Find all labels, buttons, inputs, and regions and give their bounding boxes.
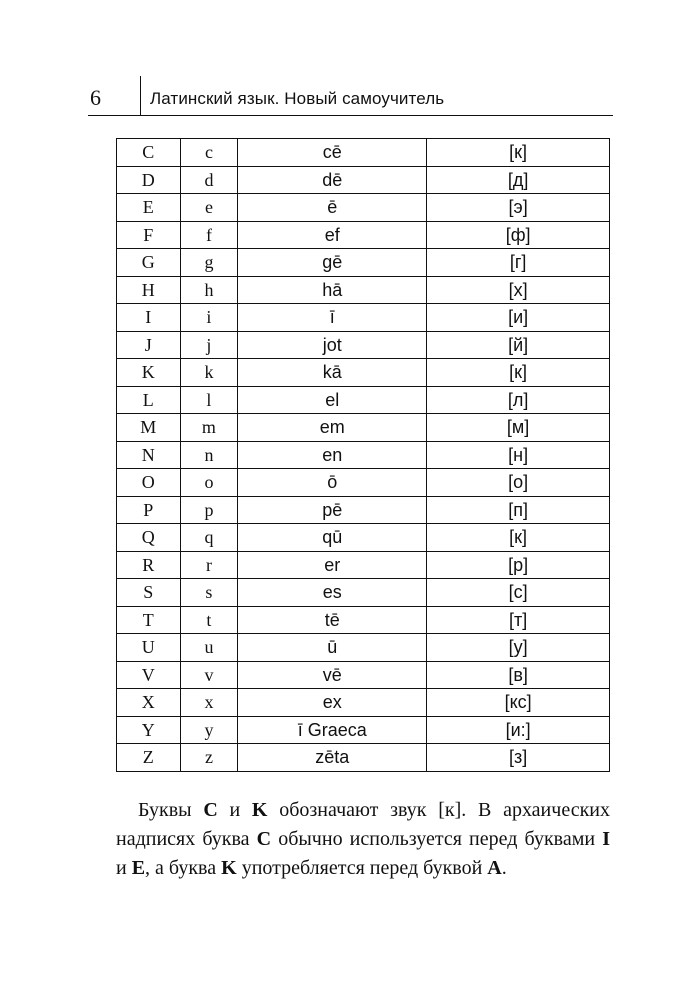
sound-cell: [д] xyxy=(427,166,610,194)
sound-cell: [т] xyxy=(427,606,610,634)
lowercase-letter-cell: e xyxy=(180,194,238,222)
lowercase-letter-cell: i xyxy=(180,304,238,332)
alphabet-table-body xyxy=(117,139,610,772)
table-row xyxy=(117,606,610,634)
sound-cell: [ф] xyxy=(427,221,610,249)
table-row xyxy=(117,359,610,387)
table-row xyxy=(117,304,610,332)
uppercase-letter-cell: D xyxy=(117,166,181,194)
sound-cell: [х] xyxy=(427,276,610,304)
table-row xyxy=(117,689,610,717)
sound-cell: [з] xyxy=(427,744,610,772)
note-bold-letter: C xyxy=(203,799,218,821)
letter-name-cell: kā xyxy=(238,359,427,387)
sound-cell: [у] xyxy=(427,634,610,662)
letter-name-cell: es xyxy=(238,579,427,607)
table-row xyxy=(117,441,610,469)
lowercase-letter-cell: p xyxy=(180,496,238,524)
sound-cell: [н] xyxy=(427,441,610,469)
sound-cell: [к] xyxy=(427,359,610,387)
uppercase-letter-cell: R xyxy=(117,551,181,579)
note-bold-letter: A xyxy=(487,857,502,879)
note-bold-letter: E xyxy=(131,857,146,879)
table-row xyxy=(117,496,610,524)
letter-name-cell: hā xyxy=(238,276,427,304)
table-row xyxy=(117,166,610,194)
lowercase-letter-cell: s xyxy=(180,579,238,607)
note-text: обычно используется перед буквами xyxy=(271,828,603,850)
table-row xyxy=(117,634,610,662)
uppercase-letter-cell: T xyxy=(117,606,181,634)
sound-cell: [с] xyxy=(427,579,610,607)
running-title: Латинский язык. Новый самоучитель xyxy=(150,89,445,108)
uppercase-letter-cell: Z xyxy=(117,744,181,772)
letter-name-cell: zēta xyxy=(238,744,427,772)
uppercase-letter-cell: N xyxy=(117,441,181,469)
uppercase-letter-cell: L xyxy=(117,386,181,414)
table-row xyxy=(117,249,610,277)
table-row xyxy=(117,386,610,414)
table-row xyxy=(117,139,610,167)
note-bold-letter: I xyxy=(602,828,610,850)
uppercase-letter-cell: M xyxy=(117,414,181,442)
note-text: , а буква xyxy=(145,857,222,879)
note-text: и xyxy=(217,799,252,821)
lowercase-letter-cell: v xyxy=(180,661,238,689)
sound-cell: [о] xyxy=(427,469,610,497)
sound-cell: [л] xyxy=(427,386,610,414)
sound-cell: [кс] xyxy=(427,689,610,717)
sound-cell: [г] xyxy=(427,249,610,277)
note-bold-letter: C xyxy=(256,828,272,850)
note-text: употребляется перед буквой xyxy=(236,857,488,879)
lowercase-letter-cell: x xyxy=(180,689,238,717)
note-paragraph xyxy=(116,796,610,883)
table-row xyxy=(117,194,610,222)
uppercase-letter-cell: H xyxy=(117,276,181,304)
sound-cell: [м] xyxy=(427,414,610,442)
uppercase-letter-cell: X xyxy=(117,689,181,717)
lowercase-letter-cell: g xyxy=(180,249,238,277)
lowercase-letter-cell: h xyxy=(180,276,238,304)
letter-name-cell: dē xyxy=(238,166,427,194)
sound-cell: [р] xyxy=(427,551,610,579)
note-text: обозначают звук [к]. В архаических надписях буква xyxy=(116,799,610,850)
note-bold-letter: K xyxy=(251,799,268,821)
lowercase-letter-cell: c xyxy=(180,139,238,167)
uppercase-letter-cell: S xyxy=(117,579,181,607)
letter-name-cell: pē xyxy=(238,496,427,524)
table-row xyxy=(117,469,610,497)
table-row xyxy=(117,221,610,249)
table-row xyxy=(117,579,610,607)
letter-name-cell: en xyxy=(238,441,427,469)
table-row xyxy=(117,551,610,579)
table-row xyxy=(117,716,610,744)
sound-cell: [и:] xyxy=(427,716,610,744)
lowercase-letter-cell: d xyxy=(180,166,238,194)
table-row xyxy=(117,524,610,552)
table-row xyxy=(117,744,610,772)
sound-cell: [к] xyxy=(427,139,610,167)
lowercase-letter-cell: u xyxy=(180,634,238,662)
header-divider xyxy=(140,76,141,116)
letter-name-cell: cē xyxy=(238,139,427,167)
letter-name-cell: gē xyxy=(238,249,427,277)
letter-name-cell: ī Graeca xyxy=(238,716,427,744)
letter-name-cell: ū xyxy=(238,634,427,662)
uppercase-letter-cell: Q xyxy=(117,524,181,552)
uppercase-letter-cell: V xyxy=(117,661,181,689)
lowercase-letter-cell: m xyxy=(180,414,238,442)
sound-cell: [к] xyxy=(427,524,610,552)
lowercase-letter-cell: k xyxy=(180,359,238,387)
table-row xyxy=(117,331,610,359)
sound-cell: [в] xyxy=(427,661,610,689)
sound-cell: [э] xyxy=(427,194,610,222)
uppercase-letter-cell: F xyxy=(117,221,181,249)
letter-name-cell: jot xyxy=(238,331,427,359)
lowercase-letter-cell: l xyxy=(180,386,238,414)
table-row xyxy=(117,414,610,442)
table-row xyxy=(117,661,610,689)
letter-name-cell: ē xyxy=(238,194,427,222)
lowercase-letter-cell: q xyxy=(180,524,238,552)
sound-cell: [и] xyxy=(427,304,610,332)
letter-name-cell: ef xyxy=(238,221,427,249)
letter-name-cell: ex xyxy=(238,689,427,717)
lowercase-letter-cell: z xyxy=(180,744,238,772)
lowercase-letter-cell: f xyxy=(180,221,238,249)
page-number: 6 xyxy=(90,85,101,110)
uppercase-letter-cell: P xyxy=(117,496,181,524)
uppercase-letter-cell: I xyxy=(117,304,181,332)
letter-name-cell: tē xyxy=(238,606,427,634)
letter-name-cell: ī xyxy=(238,304,427,332)
uppercase-letter-cell: Y xyxy=(117,716,181,744)
sound-cell: [й] xyxy=(427,331,610,359)
uppercase-letter-cell: O xyxy=(117,469,181,497)
letter-name-cell: el xyxy=(238,386,427,414)
note-text: и xyxy=(116,857,132,879)
lowercase-letter-cell: j xyxy=(180,331,238,359)
uppercase-letter-cell: K xyxy=(117,359,181,387)
uppercase-letter-cell: G xyxy=(117,249,181,277)
note-bold-letter: K xyxy=(221,857,237,879)
note-text: Буквы xyxy=(138,799,204,821)
table-row xyxy=(117,276,610,304)
lowercase-letter-cell: y xyxy=(180,716,238,744)
sound-cell: [п] xyxy=(427,496,610,524)
letter-name-cell: ō xyxy=(238,469,427,497)
lowercase-letter-cell: r xyxy=(180,551,238,579)
uppercase-letter-cell: J xyxy=(117,331,181,359)
lowercase-letter-cell: t xyxy=(180,606,238,634)
page-header xyxy=(88,76,613,116)
lowercase-letter-cell: o xyxy=(180,469,238,497)
uppercase-letter-cell: C xyxy=(117,139,181,167)
lowercase-letter-cell: n xyxy=(180,441,238,469)
note-text: . xyxy=(501,857,507,879)
letter-name-cell: em xyxy=(238,414,427,442)
header-rule xyxy=(88,115,613,116)
alphabet-table xyxy=(116,138,610,772)
letter-name-cell: qū xyxy=(238,524,427,552)
uppercase-letter-cell: U xyxy=(117,634,181,662)
uppercase-letter-cell: E xyxy=(117,194,181,222)
letter-name-cell: vē xyxy=(238,661,427,689)
letter-name-cell: er xyxy=(238,551,427,579)
